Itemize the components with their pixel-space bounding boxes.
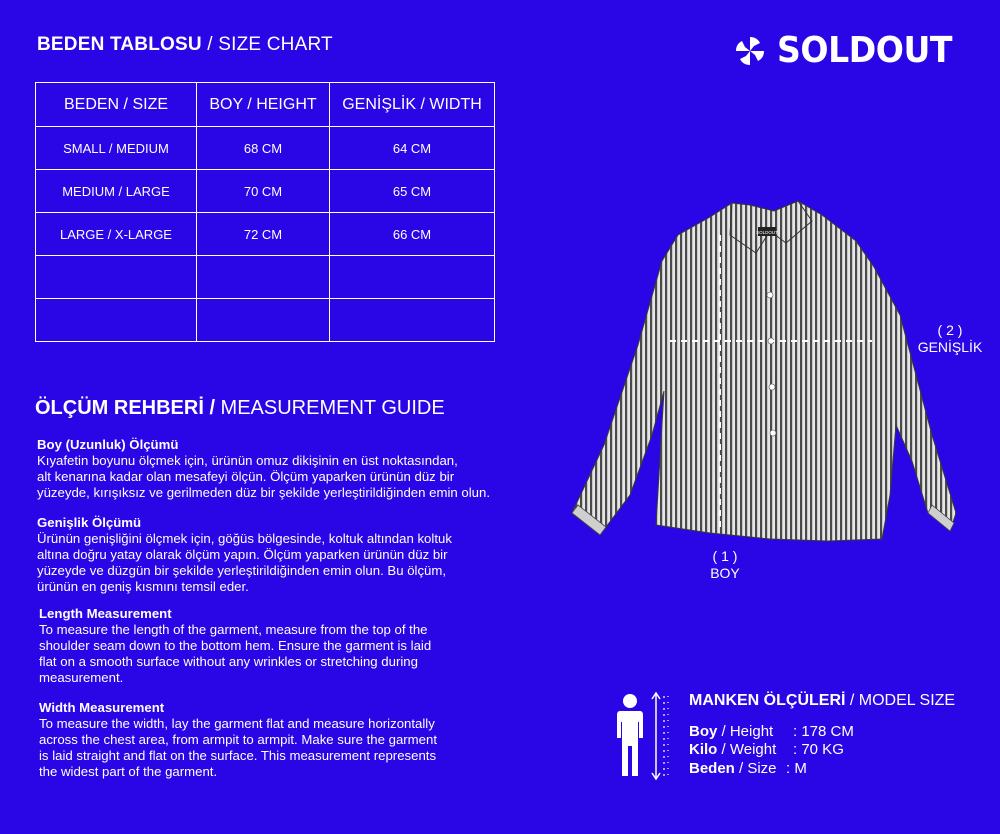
guide-line: is laid straight and flat on the surface. This measurement represents [39,748,437,763]
table-cell: 68 CM [197,127,330,170]
table-cell [330,256,495,299]
guide-line: shoulder seam down to the bottom hem. Ensure the garment is laid [39,638,432,653]
table-cell [197,256,330,299]
shirt-illustration [560,195,960,555]
length-label [690,548,760,582]
guide-line: alt kenarına kadar olan mesafeyi ölçün. Ölçüm yaparken ürünün düz bir [37,469,455,484]
model-row-label-rest: / Height [717,723,774,740]
guide-line: yüzeyde, kırışıksız ve gerilmeden düz bir şekilde yerleştirildiğinden emin olun. [37,485,490,500]
table-cell: SMALL / MEDIUM [36,127,197,170]
guide-line: Ürünün genişliğini ölçmek için, göğüs bölgesinde, koltuk altından koltuk [37,531,452,546]
guide-line: measurement. [39,670,124,685]
guide-line: ürünün en geniş kısmını temsil eder. [37,579,249,594]
model-row-value: : M [786,760,807,777]
model-row-value: : 178 CM [793,723,854,740]
model-figure-icon [612,690,674,782]
guide-heading: Genişlik Ölçümü [37,515,142,530]
table-row [36,299,495,342]
brand [733,30,967,71]
model-row-label-bold: Kilo [689,741,718,758]
table-cell: 66 CM [330,213,495,256]
table-row [36,170,495,213]
brand-name: SOLDOUT [776,30,952,71]
length-label-name: BOY [710,565,740,581]
width-label-name: GENİŞLİK [917,339,983,355]
size-table-header-row [36,83,495,127]
width-label [908,322,992,356]
guide-title-bold: ÖLÇÜM REHBERİ / [35,397,215,419]
model-row-label-rest: / Weight [717,741,777,758]
guide-section-length-tr [37,437,557,501]
table-cell: 64 CM [330,127,495,170]
table-cell: 72 CM [197,213,330,256]
model-size-row [689,760,807,777]
table-cell [36,256,197,299]
guide-line: yüzeyde ve düzgün bir şekilde yerleştirildiğinden emin olun. Bu ölçüm, [37,563,447,578]
shirt-tag-text: SOLDOUT [756,230,778,235]
table-cell: LARGE / X-LARGE [36,213,197,256]
size-table [35,82,495,342]
guide-section-width-en [39,700,559,780]
width-header: GENİŞLİK / WIDTH [330,83,495,127]
model-row-label-rest: / Size [734,760,777,777]
guide-title-rest: MEASUREMENT GUIDE [215,397,445,419]
guide-section-width-tr [37,515,557,595]
height-header: BOY / HEIGHT [197,83,330,127]
length-label-num: ( 1 ) [712,548,738,564]
guide-line: Kıyafetin boyunu ölçmek için, ürünün omuz dikişinin en üst noktasından, [37,453,458,468]
guide-line: flat on a smooth surface without any wrinkles or stretching during [39,654,418,669]
guide-heading: Length Measurement [39,606,172,621]
model-title-rest: / MODEL SIZE [845,692,956,709]
page-title-bold: BEDEN TABLOSU [37,34,202,55]
table-cell: MEDIUM / LARGE [36,170,197,213]
table-cell: 70 CM [197,170,330,213]
guide-line: To measure the length of the garment, measure from the top of the [39,622,428,637]
guide-line: To measure the width, lay the garment flat and measure horizontally [39,716,435,731]
table-row [36,213,495,256]
guide-line: across the chest area, from armpit to armpit. Make sure the garment [39,732,437,747]
guide-line: altına doğru yatay olarak ölçüm yapın. Ölçüm yaparken ürünün düz bir [37,547,448,562]
model-title-bold: MANKEN ÖLÇÜLERİ [689,692,846,709]
height-ruler-icon [652,693,668,779]
model-height-row [689,723,854,740]
model-weight-row [689,741,844,758]
page-title [37,34,333,56]
brand-logo-icon [733,34,767,68]
guide-line: the widest part of the garment. [39,764,218,779]
guide-section-length-en [39,606,559,686]
model-row-label-bold: Beden [689,760,735,777]
table-row [36,256,495,299]
model-title [689,692,955,710]
table-cell [197,299,330,342]
page-title-rest: / SIZE CHART [201,34,333,55]
guide-title [35,397,445,420]
model-row-value: : 70 KG [793,741,844,758]
guide-heading: Boy (Uzunluk) Ölçümü [37,437,179,452]
guide-heading: Width Measurement [39,700,165,715]
width-label-num: ( 2 ) [937,322,963,338]
model-row-label-bold: Boy [689,723,718,740]
table-cell: 65 CM [330,170,495,213]
table-cell [36,299,197,342]
table-row [36,127,495,170]
size-header: BEDEN / SIZE [36,83,197,127]
table-cell [330,299,495,342]
